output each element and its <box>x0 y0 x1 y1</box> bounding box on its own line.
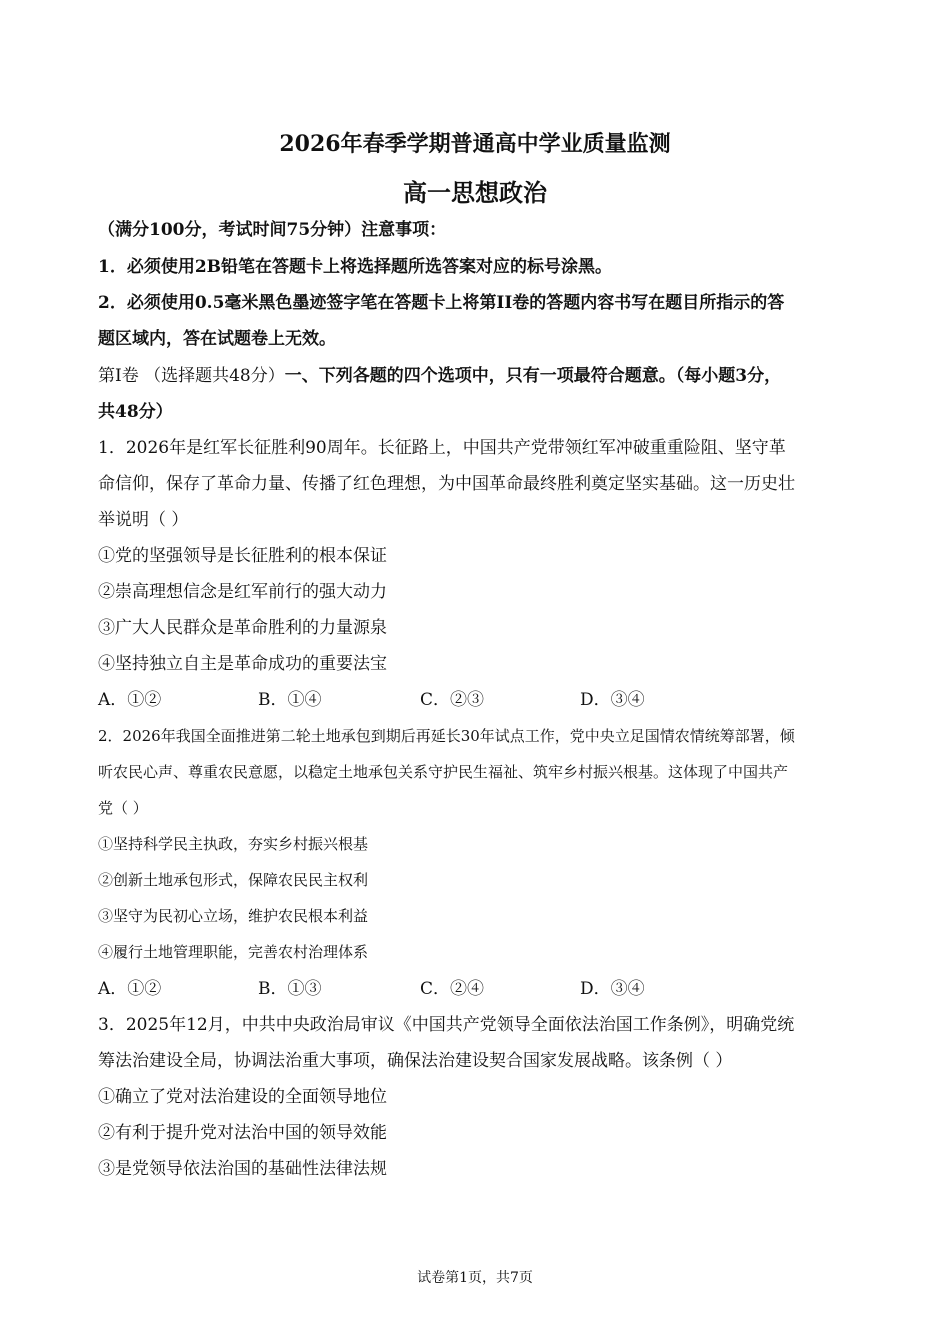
question-1-statement: ④坚持独立自主是革命成功的重要法宝 <box>98 654 387 674</box>
exam-title: 2026年春季学期普通高中学业质量监测 <box>279 131 671 157</box>
section-heading <box>98 365 868 387</box>
section-instruction: 一、下列各题的四个选项中，只有一项最符合题意。（每小题3分， <box>284 366 782 386</box>
question-3-stem-line: 3．2025年12月，中共中央政治局审议《中国共产党领导全面依法治国工作条例》，明确党统 <box>98 1015 795 1035</box>
notice-item-1: 1．必须使用2B铅笔在答题卡上将选择题所选答案对应的标号涂黑。 <box>98 257 613 277</box>
option-c: C．②④ <box>420 979 485 999</box>
question-1-statement: ②崇高理想信念是红军前行的强大动力 <box>98 582 387 602</box>
question-2-statement: ②创新土地承包形式，保障农民民主权利 <box>98 871 369 889</box>
option-b: B．①③ <box>258 979 322 999</box>
section-label: 第I卷 （选择题共48分） <box>98 366 285 386</box>
notice-item-2-line-1: 2．必须使用0.5毫米黑色墨迹签字笔在答题卡上将第II卷的答题内容书写在题目所指示的答 <box>98 293 785 313</box>
question-2-statement: ①坚持科学民主执政，夯实乡村振兴根基 <box>98 835 369 853</box>
page-footer: 试卷第1页，共7页 <box>417 1270 533 1286</box>
question-2-statement: ③坚守为民初心立场，维护农民根本利益 <box>98 907 369 925</box>
question-2-stem-line: 2．2026年我国全面推进第二轮土地承包到期后再延长30年试点工作，党中央立足国情农情统筹部署，倾 <box>98 727 795 745</box>
option-a: A．①② <box>98 979 162 999</box>
question-1-statement: ①党的坚强领导是长征胜利的根本保证 <box>98 546 387 566</box>
question-3-statement: ①确立了党对法治建设的全面领导地位 <box>98 1087 387 1107</box>
subject-title: 高一思想政治 <box>403 178 547 207</box>
question-2-stem-line: 党（ ） <box>98 799 148 817</box>
question-3-statement: ②有利于提升党对法治中国的领导效能 <box>98 1123 387 1143</box>
option-c: C．②③ <box>420 690 485 710</box>
notice-item-2-line-2: 题区域内，答在试题卷上无效。 <box>98 329 336 349</box>
option-a: A．①② <box>98 690 162 710</box>
question-1-stem-line: 1．2026年是红军长征胜利90周年。长征路上，中国共产党带领红军冲破重重险阻、坚守革 <box>98 438 786 458</box>
notice-intro: （满分100分，考试时间75分钟）注意事项： <box>98 220 447 240</box>
option-b: B．①④ <box>258 690 322 710</box>
question-3-statement: ③是党领导依法治国的基础性法律法规 <box>98 1159 387 1179</box>
question-2-stem-line: 听农民心声、尊重农民意愿，以稳定土地承包关系守护民生福祉、筑牢乡村振兴根基。这体现了中国共产 <box>98 763 789 781</box>
question-2-statement: ④履行土地管理职能，完善农村治理体系 <box>98 943 369 961</box>
option-d: D．③④ <box>580 979 645 999</box>
section-instruction-cont: 共48分） <box>98 402 173 422</box>
question-3-stem-line: 筹法治建设全局，协调法治重大事项，确保法治建设契合国家发展战略。该条例（ ） <box>98 1051 733 1071</box>
question-1-statement: ③广大人民群众是革命胜利的力量源泉 <box>98 618 387 638</box>
question-1-stem-line: 举说明（ ） <box>98 510 189 530</box>
option-d: D．③④ <box>580 690 645 710</box>
question-1-stem-line: 命信仰，保存了革命力量、传播了红色理想，为中国革命最终胜利奠定坚实基础。这一历史壮 <box>98 474 795 494</box>
